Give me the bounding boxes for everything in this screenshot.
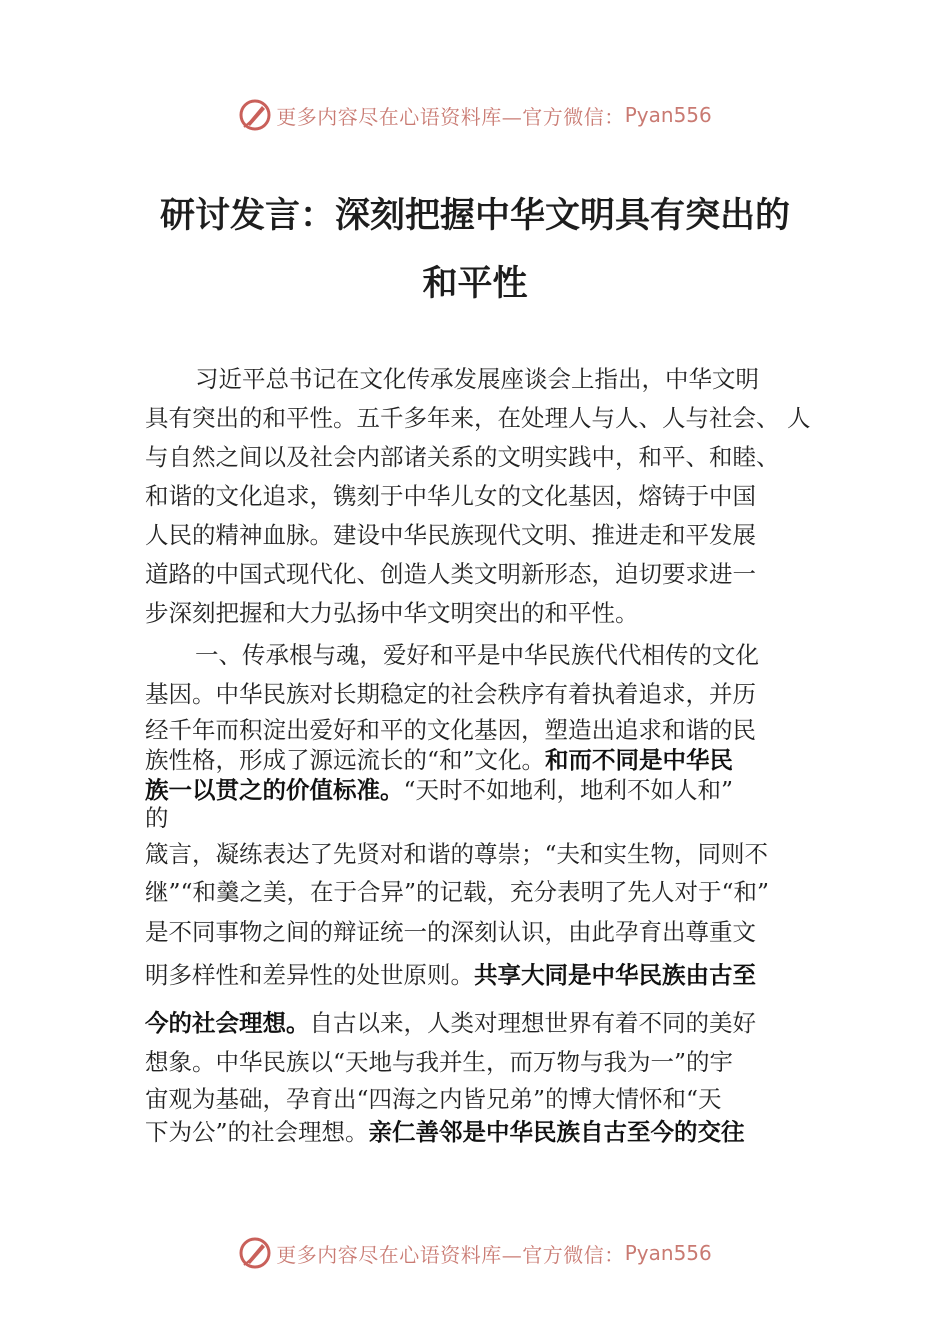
body-line: 道路的中国式现代化、创造人类文明新形态，迫切要求进一 [145,560,756,588]
body-line-mixed [145,956,756,990]
body-line: 想象。中华民族以“天地与我并生，而万物与我为一”的宇 [145,1048,734,1076]
watermark-banner-bottom [0,1233,950,1273]
body-line-mixed [145,771,733,805]
body-line: 和谐的文化追求，镌刻于中华儿女的文化基因，熔铸于中国 [145,482,756,510]
body-text: 自古以来，人类对理想世界有着不同的美好 [309,1009,756,1037]
section-heading-line: 一、传承根与魂，爱好和平是中华民族代代相传的文化 [195,641,759,669]
quill-logo-icon [238,98,272,132]
body-text: 明多样性和差异性的处世原则。 [145,961,474,989]
body-text: 族性格，形成了源远流长的“和”文化。 [145,746,546,774]
body-line-mixed [145,741,733,775]
bold-key-point: 亲仁善邻是中华民族自古至今的交往 [368,1118,745,1146]
body-line: 是不同事物之间的辩证统一的深刻认识，由此孕育出尊重文 [145,918,756,946]
watermark-text: 更多内容尽在心语资料库—官方微信： [276,1242,625,1267]
body-line-mixed [145,1004,756,1038]
body-line: 箴言，凝练表达了先贤对和谐的尊崇；“夫和实生物，同则不 [145,840,769,868]
body-line: 宙观为基础，孕育出“四海之内皆兄弟”的博大情怀和“天 [145,1085,722,1113]
watermark-wechat-id: Pyan556 [624,1241,712,1265]
body-line: 具有突出的和平性。五千多年来，在处理人与人、人与社会、 人 [145,404,811,432]
body-line: 的 [145,804,169,832]
body-line: 基因。中华民族对长期稳定的社会秩序有着执着追求，并历 [145,680,756,708]
body-line: 习近平总书记在文化传承发展座谈会上指出，中华文明 [195,365,759,393]
bold-key-point: 族一以贯之的价值标准。 [145,776,404,804]
body-line: 与自然之间以及社会内部诸关系的文明实践中，和平、和睦、 [145,443,780,471]
bold-key-point: 和而不同是中华民 [545,746,734,774]
bold-key-point: 共享大同是中华民族由古至 [474,961,756,989]
document-title-line-2: 和平性 [422,263,528,304]
body-line: 步深刻把握和大力弘扬中华文明突出的和平性。 [145,599,639,627]
watermark-wechat-id: Pyan556 [624,103,712,127]
bold-key-point: 今的社会理想。 [145,1009,310,1037]
body-line: 继”“和羹之美，在于合异”的记载，充分表明了先人对于“和” [145,878,770,906]
quill-logo-icon [238,1236,272,1270]
body-line: 人民的精神血脉。建设中华民族现代文明、推进走和平发展 [145,521,756,549]
document-title-line-1: 研讨发言：深刻把握中华文明具有突出的 [159,195,790,236]
body-line: 经千年而积淀出爱好和平的文化基因，塑造出追求和谐的民 [145,716,756,744]
watermark-banner-top [0,95,950,135]
body-line-mixed [145,1113,745,1147]
body-text: “天时不如地利，地利不如人和” [403,776,734,804]
watermark-text: 更多内容尽在心语资料库—官方微信： [276,104,625,129]
body-text: 下为公”的社会理想。 [145,1118,369,1146]
